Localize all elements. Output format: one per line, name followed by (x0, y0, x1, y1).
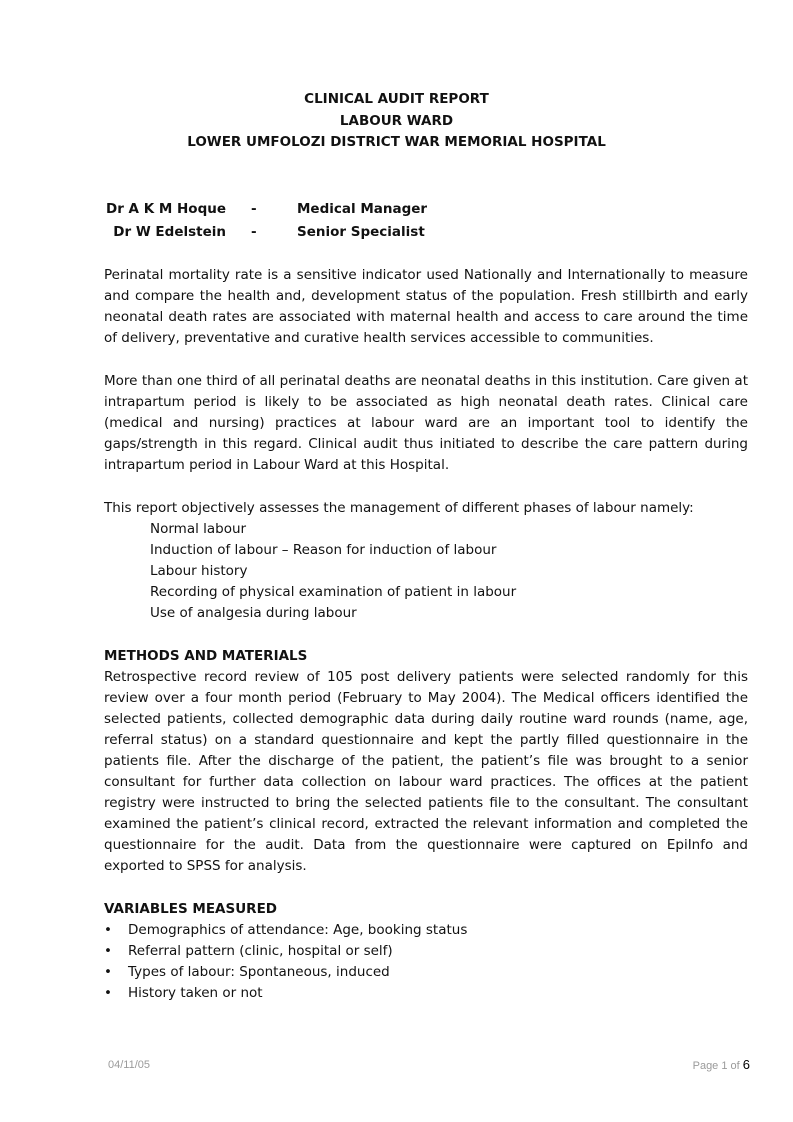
report-subtitle-ward: LABOUR WARD (339, 112, 454, 129)
intro-paragraph: This report objectively assesses the management of different phases of labour namely: (104, 500, 694, 516)
section-heading-methods: METHODS AND MATERIALS (104, 648, 308, 664)
author-name: Dr W Edelstein (113, 224, 226, 240)
report-body (104, 265, 748, 1004)
author-name: Dr A K M Hoque (105, 201, 226, 217)
list-item: Labour history (150, 563, 248, 579)
list-item-text: Referral pattern (clinic, hospital or self) (128, 943, 393, 959)
report-title: CLINICAL AUDIT REPORT (304, 91, 489, 107)
intro-paragraph: More than one third of all perinatal deaths are neonatal deaths in this institution. Care given at intrapartum period is likely to be associated as high neonatal death rates. Clinical care (medical and nursing) practices at labour ward are an important tool to identify the gaps/strength in this regard. Clinical audit thus initiated to describe the care pattern during intrapartum period in Labour Ward at this Hospital. (104, 373, 748, 473)
footer-date: 04/11/05 (108, 1059, 151, 1071)
author-separator: - (251, 201, 257, 217)
list-item (104, 983, 748, 1004)
list-item: Use of analgesia during labour (150, 605, 357, 621)
bullet-icon: • (104, 922, 112, 938)
list-item (104, 920, 748, 941)
list-item: Induction of labour – Reason for induction of labour (150, 542, 497, 558)
author-role: Medical Manager (297, 201, 428, 217)
intro-paragraph: Perinatal mortality rate is a sensitive indicator used Nationally and Internationally to measure and compare the health and, development status of the population. Fresh stillbirth and early neonatal death rates are associated with maternal health and access to care around the time of delivery, preventative and curative health services accessible to communities. (104, 267, 748, 346)
list-item (104, 962, 748, 983)
bullet-icon: • (104, 943, 112, 959)
bullet-icon: • (104, 964, 112, 980)
list-item: Recording of physical examination of patient in labour (150, 584, 517, 600)
page-number (693, 1057, 750, 1072)
report-subtitle-hospital: LOWER UMFOLOZI DISTRICT WAR MEMORIAL HOSPITAL (187, 134, 606, 150)
page-label: Page 1 of (692, 1060, 740, 1072)
list-item: Normal labour (150, 521, 247, 537)
variables-list (104, 920, 748, 1004)
total-pages: 6 (742, 1057, 750, 1072)
author-role: Senior Specialist (297, 224, 425, 240)
bullet-icon: • (104, 985, 112, 1001)
labour-phases-list (104, 519, 748, 624)
list-item-text: Demographics of attendance: Age, booking status (128, 922, 468, 938)
methods-paragraph: Retrospective record review of 105 post delivery patients were selected randomly for this review over a four month period (February to May 2004). The Medical officers identified the selected patients, collected demographic data during daily routine ward rounds (name, age, referral status) on a standard questionnaire and kept the partly filled questionnaire in the patients file. After the discharge of the patient, the patient’s file was brought to a senior consultant for further data collection on labour ward practices. The offices at the patient registry were instructed to bring the selected patients file to the consultant. The consultant examined the patient’s clinical record, extracted the relevant information and completed the questionnaire for the audit. Data from the questionnaire were captured on EpiInfo and exported to SPSS for analysis. (104, 669, 748, 874)
list-item-text: Types of labour: Spontaneous, induced (128, 964, 390, 980)
author-separator: - (251, 224, 257, 240)
section-heading-variables: VARIABLES MEASURED (104, 901, 277, 917)
report-title-block (0, 89, 793, 154)
list-item (104, 941, 748, 962)
list-item-text: History taken or not (128, 985, 263, 1001)
